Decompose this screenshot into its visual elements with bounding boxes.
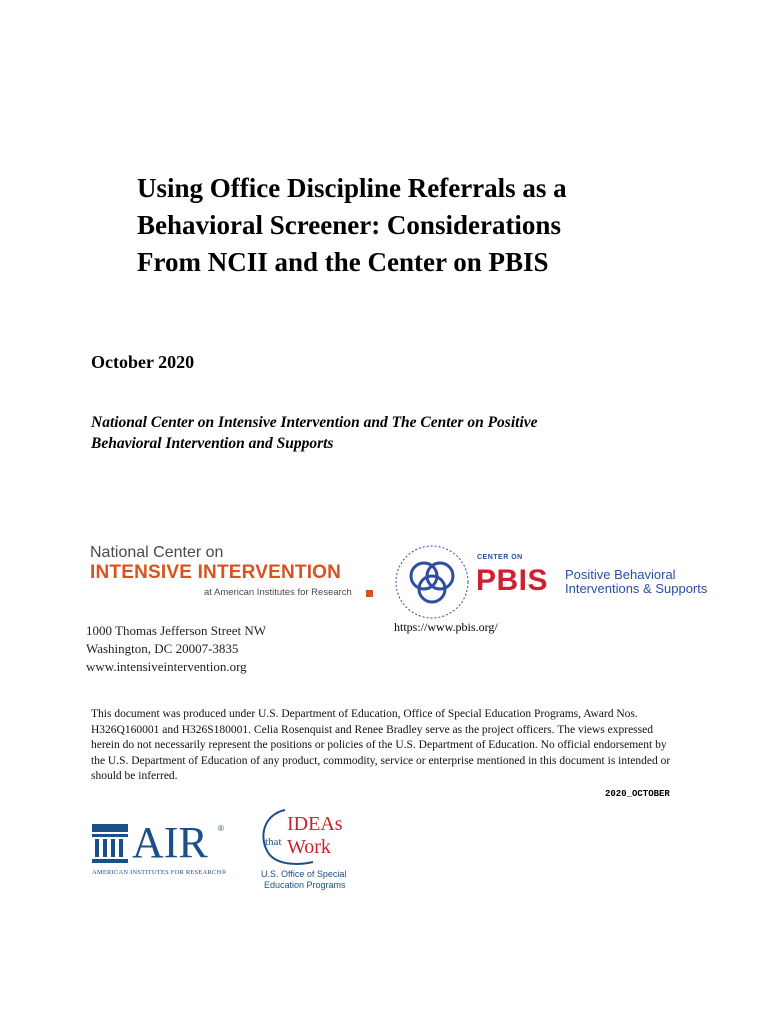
pbis-logo (392, 542, 712, 622)
organizations (91, 412, 691, 454)
pbis-circles-icon (392, 542, 472, 622)
title-line-3: From NCII and the Center on PBIS (137, 247, 549, 277)
ncii-address (86, 622, 266, 676)
air-building-icon (92, 824, 128, 864)
document-title (137, 170, 697, 281)
air-subtitle: AMERICAN INSTITUTES FOR RESEARCH® (92, 869, 227, 876)
address-website-link[interactable]: www.intensiveintervention.org (86, 659, 247, 674)
ideas-subtitle-line-2: Education Programs (264, 880, 346, 890)
ncii-logo-line-2: INTENSIVE INTERVENTION (90, 562, 342, 583)
organizations-line-1: National Center on Intensive Intervention and The Center on Positive (91, 414, 538, 431)
pbis-center-on: CENTER ON (477, 554, 523, 561)
pbis-url-link[interactable]: https://www.pbis.org/ (394, 620, 498, 634)
ideas-that-word: that (265, 836, 282, 848)
pbis-wordmark: PBIS (476, 564, 549, 597)
ideas-that-work-logo (255, 806, 365, 896)
ideas-subtitle-line-1: U.S. Office of Special (261, 869, 347, 879)
pbis-tagline (565, 568, 707, 596)
ideas-word: IDEAs (287, 813, 343, 835)
address-line-2: Washington, DC 20007-3835 (86, 641, 239, 656)
ncii-logo-line-3: at American Institutes for Research (204, 587, 352, 598)
title-line-2: Behavioral Screener: Considerations (137, 210, 561, 240)
pbis-tagline-line-1: Positive Behavioral (565, 567, 676, 582)
pbis-tagline-line-2: Interventions & Supports (565, 581, 708, 596)
air-logo (92, 818, 232, 882)
title-line-1: Using Office Discipline Referrals as a (137, 173, 567, 203)
ncii-logo-square-icon (366, 590, 373, 597)
address-line-1: 1000 Thomas Jefferson Street NW (86, 623, 267, 638)
ncii-logo (90, 544, 380, 604)
air-registered: ® (218, 824, 224, 833)
document-code: 2020_OCTOBER (605, 789, 670, 799)
organizations-line-2: Behavioral Intervention and Supports (91, 435, 334, 452)
funding-disclaimer: This document was produced under U.S. Department of Education, Office of Special Education Programs, Award Nos. H326Q160001 and H326S180001. Celia Rosenquist and Renee Bradley serve as the project officers. The views expressed herein do not necessarily represent the positions or policies of the U.S. Department of Education. No official endorsement by the U.S. Department of Education of any product, commodity, service or enterprise mentioned in this document is intended or should be inferred. (91, 708, 671, 782)
ideas-work-word: Work (287, 836, 331, 858)
publication-date: October 2020 (91, 352, 195, 372)
air-wordmark: AIR (132, 818, 208, 867)
ncii-logo-line-1: National Center on (90, 544, 224, 561)
